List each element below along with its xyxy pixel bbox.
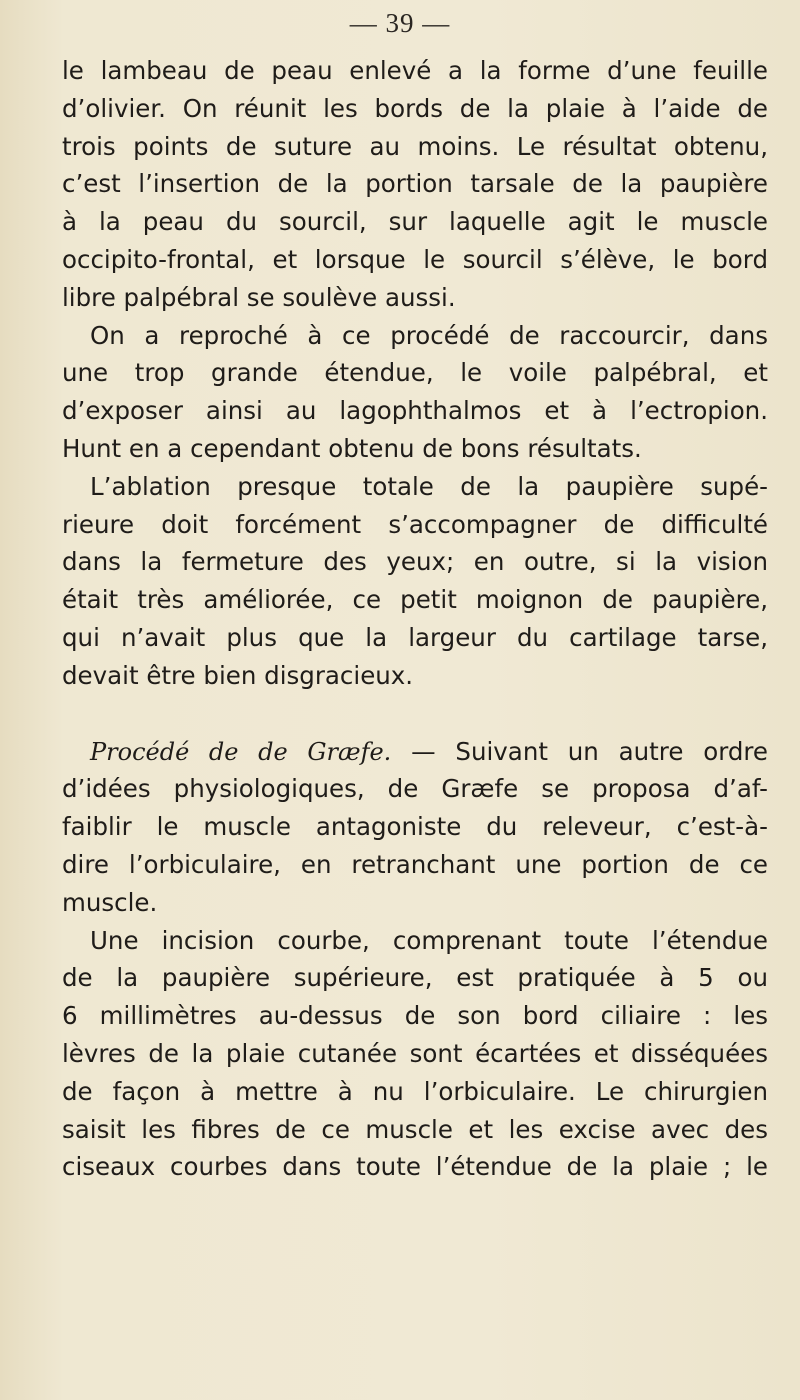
text-line: muscle. (62, 887, 158, 917)
text-line: libre palpébral se soulève aussi. (62, 282, 456, 312)
text-line: ciseaux courbes dans toute l’étendue de la plaie ; le (62, 1152, 768, 1182)
text-line: trois points de suture au moins. Le résultat obtenu, (62, 131, 768, 161)
text-line: à la peau du sourcil, sur laquelle agit le muscle (62, 207, 768, 237)
text-line: faiblir le muscle antagoniste du releveur, c’est-à- (62, 812, 768, 842)
text-line (62, 733, 768, 771)
text-line: Hunt en a cependant obtenu de bons résultats. (62, 433, 642, 463)
paragraph-3 (62, 468, 768, 695)
text-line: lèvres de la plaie cutanée sont écartées et disséquées (62, 1038, 768, 1068)
text-line: de façon à mettre à nu l’orbiculaire. Le chirurgien (62, 1076, 768, 1106)
section-heading: Procédé de de Græfe. (90, 737, 392, 766)
text-line: dire l’orbiculaire, en retranchant une portion de ce (62, 849, 768, 879)
text-line: devait être bien disgracieux. (62, 660, 414, 690)
text-line: occipito-frontal, et lorsque le sourcil s’élève, le bord (62, 244, 768, 274)
text-line: Une incision courbe, comprenant toute l’étendue (90, 925, 768, 955)
section-gap (62, 695, 768, 733)
text-line: 6 millimètres au-dessus de son bord ciliaire : les (62, 1001, 768, 1031)
body-text (62, 52, 768, 1186)
paragraph-1 (62, 52, 768, 317)
text-line: d’olivier. On réunit les bords de la plaie à l’aide de (62, 93, 768, 123)
paragraph-2 (62, 317, 768, 468)
page-number: — 39 — (349, 8, 451, 38)
text-line: dans la fermeture des yeux; en outre, si la vision (62, 547, 768, 577)
paragraph-4 (62, 733, 768, 922)
text-line: d’exposer ainsi au lagophthalmos et à l’ectropion. (62, 396, 768, 426)
text-line: était très améliorée, ce petit moignon de paupière, (62, 585, 768, 615)
text-line: rieure doit forcément s’accompagner de difficulté (62, 509, 768, 539)
text-line: c’est l’insertion de la portion tarsale de la paupière (62, 169, 768, 199)
text-line: le lambeau de peau enlevé a la forme d’une feuille (62, 56, 768, 85)
text-line: qui n’avait plus que la largeur du cartilage tarse, (62, 622, 768, 652)
text-line: On a reproché à ce procédé de raccourcir, dans (90, 320, 768, 350)
text-line: saisit les fibres de ce muscle et les excise avec des (62, 1114, 768, 1144)
text-line: une trop grande étendue, le voile palpébral, et (62, 358, 768, 388)
text-line: de la paupière supérieure, est pratiquée à 5 ou (62, 963, 768, 993)
paragraph-5 (62, 922, 768, 1187)
text-line: L’ablation presque totale de la paupière supé- (90, 471, 768, 501)
text-run: — Suivant un autre ordre (391, 736, 768, 766)
text-line: d’idées physiologiques, de Græfe se proposa d’af- (62, 774, 768, 804)
